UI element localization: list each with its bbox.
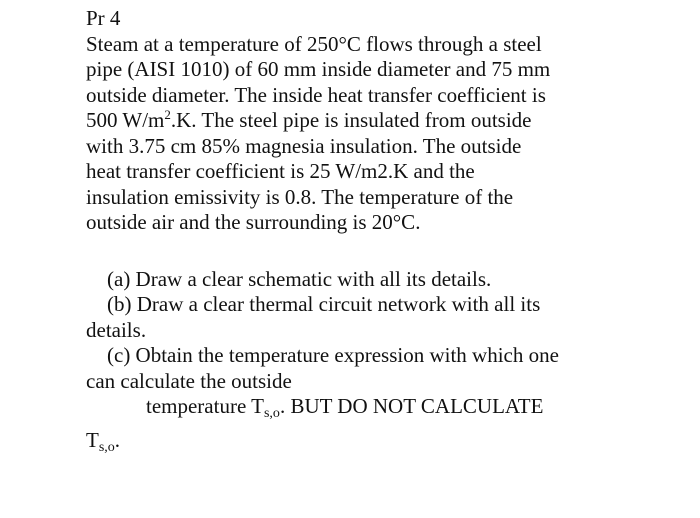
statement-line-7: insulation emissivity is 0.8. The temperature of the (86, 184, 514, 209)
paragraph-gap (86, 236, 676, 267)
statement-line-6: heat transfer coefficient is 25 W/m2.K and the (86, 159, 475, 183)
superscript-2: 2 (164, 107, 171, 122)
part-c-line-1: (c) Obtain the temperature expression with which one (107, 343, 559, 367)
statement-line-2: pipe (AISI 1010) of 60 mm inside diameter and 75 mm (86, 57, 551, 81)
final-variable (86, 428, 676, 454)
unit-w-per-m: 500 W/m (86, 108, 165, 132)
statement-line-4-rest: .K. The steel pipe is insulated from outside (170, 108, 532, 132)
problem-heading: Pr 4 (86, 6, 121, 30)
part-c-line-2: can calculate the outside (86, 368, 292, 393)
statement-line-1: Steam at a temperature of 250°C flows through a steel (86, 31, 542, 56)
problem-document (86, 6, 676, 453)
statement-line-3: outside diameter. The inside heat transfer coefficient is (86, 82, 546, 107)
part-b-line-1: (b) Draw a clear thermal circuit network with all its (107, 292, 541, 316)
statement-line-4 (86, 108, 676, 134)
statement-line-8: outside air and the surrounding is 20°C. (86, 210, 421, 234)
part-c-temperature-label: temperature T (146, 394, 264, 418)
part-c-subscript: s,o (263, 406, 280, 421)
final-variable-main: T (86, 427, 99, 452)
final-variable-period: . (114, 427, 121, 452)
statement-line-5: with 3.75 cm 85% magnesia insulation. The outside (86, 133, 522, 158)
part-c-do-not-calc: . BUT DO NOT CALCULATE (279, 394, 544, 418)
part-b-line-2: details. (86, 317, 147, 342)
final-variable-subscript: s,o (98, 439, 115, 455)
part-a: (a) Draw a clear schematic with all its details. (107, 266, 492, 291)
part-c-line-3 (86, 394, 676, 420)
